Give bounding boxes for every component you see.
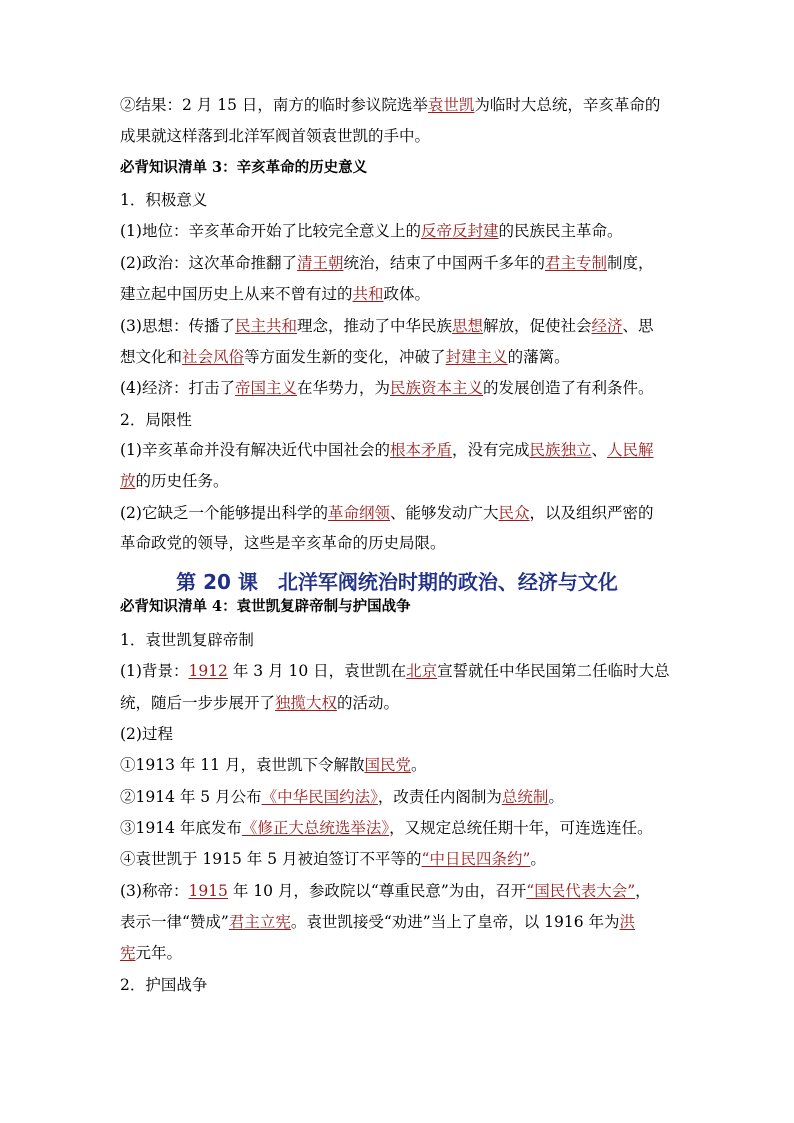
text-segment: 的历史任务。 bbox=[135, 472, 229, 490]
key-term: 北京 bbox=[406, 662, 438, 680]
text-segment: (2)它缺乏一个能够提出科学的 bbox=[120, 504, 328, 522]
text-segment: (2)过程 bbox=[120, 725, 173, 743]
key-term: 总统制 bbox=[501, 788, 549, 806]
text-segment: ，没有完成 bbox=[451, 441, 530, 459]
text-segment: ，以及组织严密的 bbox=[529, 504, 654, 522]
text-segment: 必背知识清单 3：辛亥革命的历史意义 bbox=[120, 159, 368, 176]
text-line bbox=[120, 503, 654, 523]
text-segment: 理念，推动了中华民族 bbox=[296, 317, 452, 335]
key-term: 《中华民国约法》 bbox=[261, 788, 378, 806]
text-line bbox=[120, 787, 564, 807]
key-term: 社会风俗 bbox=[182, 348, 245, 366]
text-segment: ②结果：2 月 15 日，南方的临时参议院选举 bbox=[120, 96, 428, 114]
text-line bbox=[120, 253, 654, 273]
text-segment: (3)思想：传播了 bbox=[120, 317, 235, 335]
key-term: 民主共和 bbox=[234, 317, 297, 335]
text-segment: 为临时大总统，辛亥革命的 bbox=[474, 96, 661, 114]
key-term: 放 bbox=[120, 472, 136, 490]
key-term: 君主立宪 bbox=[228, 913, 291, 931]
text-segment: 革命政党的领导，这些是辛亥革命的历史局限。 bbox=[120, 534, 446, 552]
text-segment: 的活动。 bbox=[337, 694, 400, 712]
text-segment: 的民族民主革命。 bbox=[498, 222, 623, 240]
text-line bbox=[120, 378, 654, 398]
text-segment: 政体。 bbox=[383, 285, 431, 303]
key-term: 反帝反封建 bbox=[420, 222, 499, 240]
text-segment: 元年。 bbox=[135, 944, 183, 962]
text-segment: ，改责任内阁制为 bbox=[377, 788, 502, 806]
key-term: 革命纲领 bbox=[327, 504, 390, 522]
text-segment: ④袁世凯于 1915 年 5 月被迫签订不平等的 bbox=[120, 850, 422, 868]
key-term: 思想 bbox=[452, 317, 484, 335]
key-term: 民族资本主义 bbox=[390, 379, 484, 397]
key-term: 共和 bbox=[352, 285, 384, 303]
text-segment: (1)背景： bbox=[120, 662, 189, 680]
section-heading bbox=[120, 597, 411, 617]
text-segment: (2)政治：这次革命推翻了 bbox=[120, 254, 297, 272]
text-line bbox=[120, 221, 623, 241]
text-segment: 、思 bbox=[622, 317, 654, 335]
key-term: 民族独立 bbox=[529, 441, 592, 459]
text-segment: 、 bbox=[591, 441, 608, 459]
key-term: 《修正大总统选举法》 bbox=[241, 819, 390, 837]
text-line bbox=[120, 881, 651, 901]
text-segment: 2．护国战争 bbox=[120, 976, 208, 994]
text-segment: 必背知识清单 4：袁世凯复辟帝制与护国战争 bbox=[120, 598, 411, 615]
text-segment: (4)经济：打击了 bbox=[120, 379, 235, 397]
text-segment: (3)称帝： bbox=[120, 882, 189, 900]
text-segment: 宣誓就任中华民国第二任临时大总 bbox=[437, 662, 670, 680]
text-line bbox=[120, 347, 570, 367]
text-line bbox=[120, 533, 446, 553]
text-segment: 2．局限性 bbox=[120, 411, 192, 429]
text-segment: (1)辛亥革命并没有解决近代中国社会的 bbox=[120, 441, 390, 459]
text-line bbox=[120, 975, 207, 995]
text-segment: 1．袁世凯复辟帝制 bbox=[120, 631, 254, 649]
text-line bbox=[120, 630, 254, 650]
text-line bbox=[120, 95, 660, 115]
key-term: 国民党 bbox=[364, 756, 411, 774]
text-segment: 建立起中国历史上从来不曾有过的 bbox=[120, 285, 353, 303]
text-segment: 等方面发生新的变化，冲破了 bbox=[244, 348, 446, 366]
text-segment: 。 bbox=[410, 756, 427, 774]
text-line bbox=[120, 126, 430, 146]
text-line bbox=[120, 818, 653, 838]
key-term: 洪 bbox=[619, 913, 636, 931]
key-term: 经济 bbox=[591, 317, 623, 335]
text-line bbox=[120, 693, 399, 713]
text-segment: 的藩篱。 bbox=[507, 348, 570, 366]
key-term: 1915 bbox=[188, 882, 228, 900]
text-segment: ③1914 年底发布 bbox=[120, 819, 242, 837]
key-term: 清王朝 bbox=[296, 254, 344, 272]
text-segment: 。 bbox=[548, 788, 564, 806]
key-term: 帝国主义 bbox=[234, 379, 297, 397]
text-line bbox=[120, 316, 654, 336]
text-line bbox=[120, 724, 173, 744]
text-segment: 制度， bbox=[607, 254, 654, 272]
text-line bbox=[120, 661, 670, 681]
text-segment: ①1913 年 11 月，袁世凯下令解散 bbox=[120, 756, 365, 774]
text-segment: 年 10 月，参政院以“尊重民意”为由，召开 bbox=[227, 882, 527, 900]
text-line bbox=[120, 943, 182, 963]
text-segment: 年 3 月 10 日，袁世凯在 bbox=[227, 662, 407, 680]
text-segment: ②1914 年 5 月公布 bbox=[120, 788, 262, 806]
key-term: 民众 bbox=[498, 504, 530, 522]
text-line bbox=[120, 471, 229, 491]
key-term: 独揽大权 bbox=[275, 694, 338, 712]
text-segment: 统，随后一步步展开了 bbox=[120, 694, 276, 712]
text-segment: 。 bbox=[530, 850, 546, 868]
key-term: “中日民四条约” bbox=[421, 850, 531, 868]
text-segment: 、能够发动广大 bbox=[389, 504, 499, 522]
text-line bbox=[120, 849, 546, 869]
key-term: 1912 bbox=[188, 662, 228, 680]
text-segment: 的发展创造了有利条件。 bbox=[483, 379, 654, 397]
key-term: 袁世凯 bbox=[427, 96, 475, 114]
key-term: 根本矛盾 bbox=[389, 441, 452, 459]
text-line bbox=[120, 410, 192, 430]
text-segment: 想文化和 bbox=[120, 348, 183, 366]
text-segment: (1)地位：辛亥革命开始了比较完全意义上的 bbox=[120, 222, 421, 240]
text-segment: 在华势力，为 bbox=[296, 379, 390, 397]
text-segment: ，又规定总统任期十年，可连选连任。 bbox=[389, 819, 653, 837]
text-segment: 统治，结束了中国两千多年的 bbox=[343, 254, 545, 272]
text-segment: ， bbox=[635, 882, 651, 900]
text-segment: 1．积极意义 bbox=[120, 191, 208, 209]
lesson-title: 第 20 课 北洋军阀统治时期的政治、经济与文化 bbox=[176, 570, 618, 594]
text-line bbox=[120, 755, 426, 775]
key-term: “国民代表大会” bbox=[526, 882, 636, 900]
text-line bbox=[120, 190, 207, 210]
section-heading bbox=[120, 158, 367, 178]
text-segment: 。袁世凯接受“劝进”当上了皇帝，以 1916 年为 bbox=[290, 913, 620, 931]
text-line bbox=[120, 440, 654, 460]
text-segment: 表示一律“赞成” bbox=[120, 913, 229, 931]
text-segment: 成果就这样落到北洋军阀首领袁世凯的手中。 bbox=[120, 127, 431, 145]
key-term: 宪 bbox=[120, 944, 136, 962]
key-term: 君主专制 bbox=[545, 254, 608, 272]
key-term: 封建主义 bbox=[445, 348, 508, 366]
text-line bbox=[120, 284, 430, 304]
text-segment: 解放，促使社会 bbox=[483, 317, 592, 335]
key-term: 人民解 bbox=[607, 441, 654, 459]
text-line bbox=[120, 912, 635, 932]
